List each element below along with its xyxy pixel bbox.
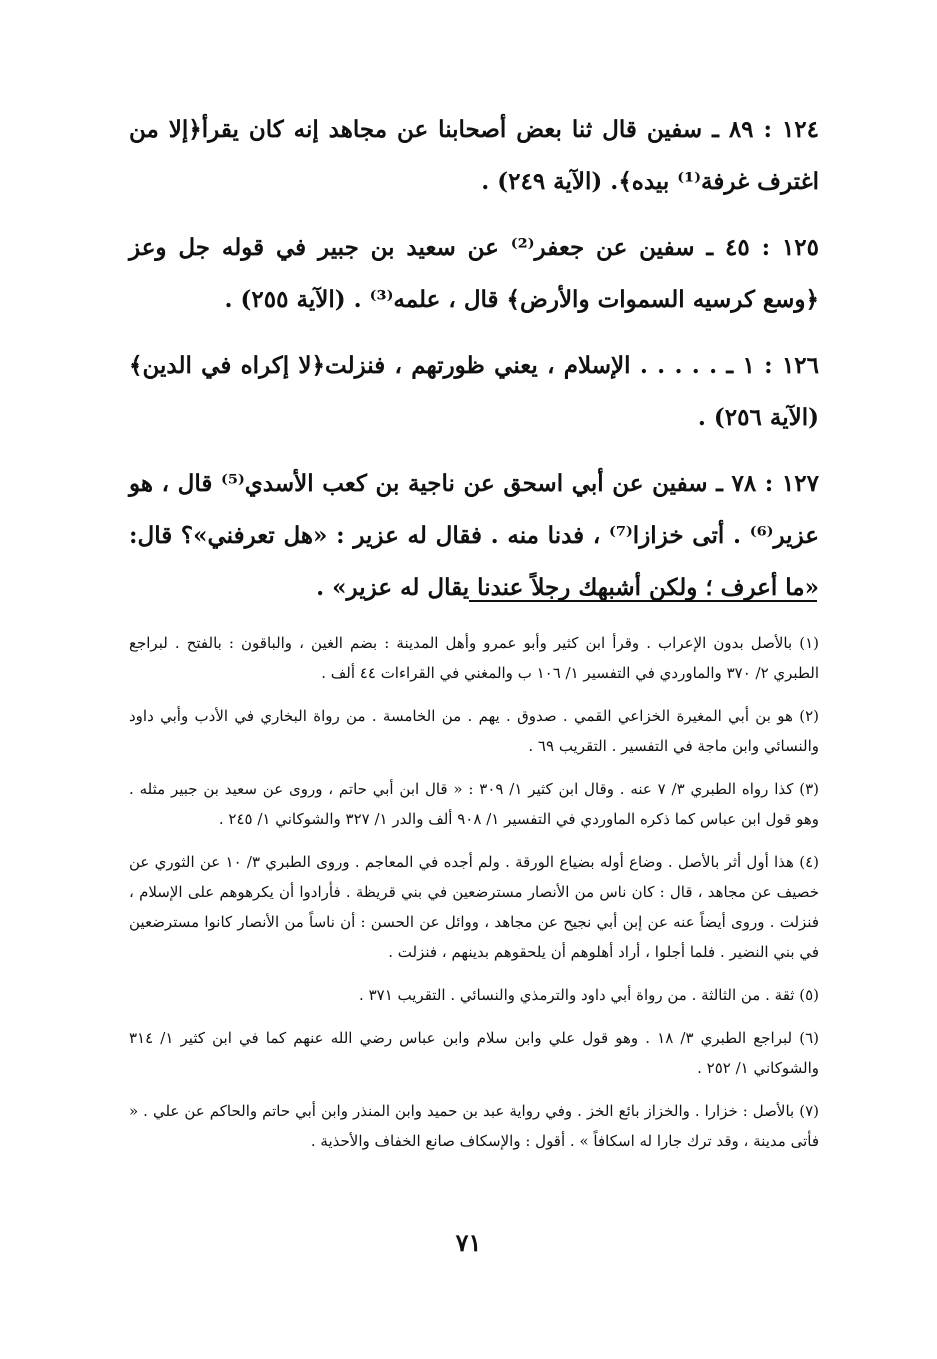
- entry-127: ١٢٧ : ٧٨ ـ سفين عن أبي اسحق عن ناجية بن كعب الأسدي⁽⁵⁾ قال ، هو عزير⁽⁶⁾ . أتى خزازا⁽⁷⁾ ، فدنا منه . فقال له عزير : «هل تعرفني»؟ قال: «ما أعرف ؛ ولكن أشبهك رجلاً عندنا يقال له عزير» .: [129, 470, 819, 601]
- footnote-6: (٦) لبراجع الطبري ٣/ ١٨ . وهو قول علي وابن سلام وابن عباس رضي الله عنهم كما في ابن كثير ١/ ٣١٤ والشوكاني ١/ ٢٥٢ .: [129, 1029, 819, 1077]
- footnote-7: (٧) بالأصل : خزارا . والخزاز بائع الخز . وفي رواية عبد بن حميد وابن المنذر وابن أبي حاتم والحاكم عن علي . « فأتى مدينة ، وقد ترك جارا له اسكافاً » . أقول : والإسكاف صانع الخفاف والأحذية .: [129, 1102, 819, 1150]
- footnote-5: (٥) ثقة . من الثالثة . من رواة أبي داود والترمذي والنسائي . التقريب ٣٧١ .: [359, 986, 819, 1004]
- entry-124: ١٢٤ : ٨٩ ـ سفين قال ثنا بعض أصحابنا عن مجاهد إنه كان يقرأ﴿إلا من اغترف غرفة⁽¹⁾ بيده﴾. (الآية ٢٤٩) .: [129, 116, 819, 195]
- entry-126: ١٢٦ : ١ ـ . . . . . الإسلام ، يعني ظورتهم ، فنزلت﴿لا إكراه في الدين﴾ (الآية ٢٥٦) .: [129, 352, 819, 431]
- entry-125: ١٢٥ : ٤٥ ـ سفين عن جعفر⁽²⁾ عن سعيد بن جبير في قوله جل وعز ﴿وسع كرسيه السموات والأرض﴾ قال ، علمه⁽³⁾ . (الآية ٢٥٥) .: [129, 234, 819, 313]
- footnote-divider: [469, 600, 817, 602]
- page-number: ٧١: [455, 1228, 482, 1257]
- footnotes: [129, 628, 819, 1169]
- main-text: [129, 104, 819, 628]
- footnote-4: (٤) هذا أول أثر بالأصل . وضاع أوله بضياع الورقة . ولم أجده في المعاجم . وروى الطبري ٣/ ١٠ عن الثوري عن خصيف عن مجاهد ، قال : كان ناس من الأنصار مسترضعين في بني قريظة . فأرادوا أن يكرهوهم على الإسلام ، فنزلت . وروى أيضاً عنه عن إبن أبي نجيح عن مجاهد ، ووائل عن الحسن : أن ناساً من الأنصار كانوا مسترضعين في بني النضير . فلما أجلوا ، أراد أهلوهم أن يلحقوهم بدينهم ، فنزلت .: [129, 853, 819, 961]
- footnote-1: (١) بالأصل بدون الإعراب . وقرأ ابن كثير وأبو عمرو وأهل المدينة : بضم الغين ، والباقون : بالفتح . لبراجع الطبري ٢/ ٣٧٠ والماوردي في التفسير ١/ ١٠٦ ب والمغني في القراءات ٤٤ ألف .: [129, 634, 819, 682]
- footnote-2: (٢) هو بن أبي المغيرة الخزاعي القمي . صدوق . يهم . من الخامسة . من رواة البخاري في الأدب وأبي داود والنسائي وابن ماجة في التفسير . التقريب ٦٩ .: [129, 707, 819, 755]
- footnote-3: (٣) كذا رواه الطبري ٣/ ٧ عنه . وقال ابن كثير ١/ ٣٠٩ : « قال ابن أبي حاتم ، وروى عن سعيد بن جبير مثله . وهو قول ابن عباس كما ذكره الماوردي في التفسير ١/ ٩٠٨ ألف والدر ١/ ٣٢٧ والشوكاني ١/ ٢٤٥ .: [129, 780, 819, 828]
